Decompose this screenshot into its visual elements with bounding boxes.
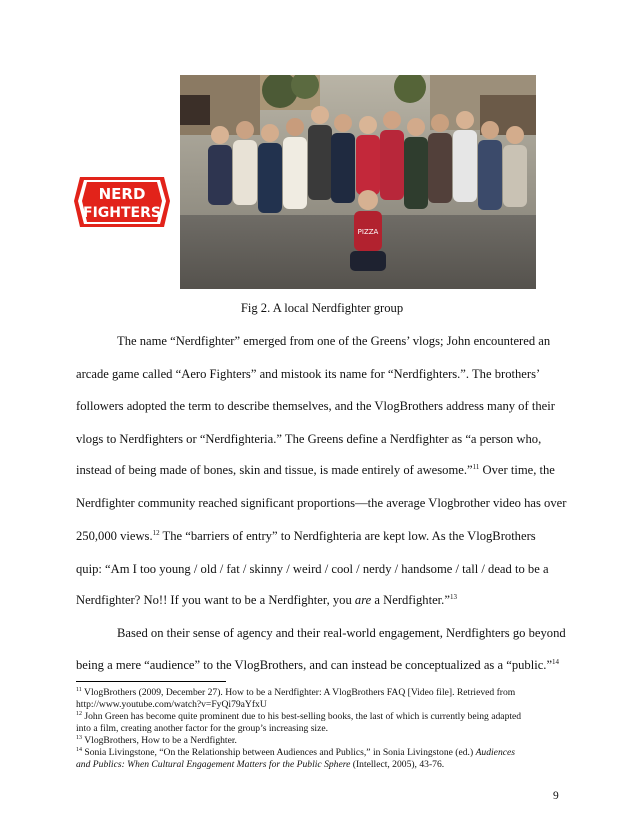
nerdfighters-logo [72, 175, 172, 229]
footnote-11: $^{11}$ VlogBrothers (2009, December 27). How to be a Nerdfighter: A VlogBrothers FAQ [Video file]. Retrieved from [76, 687, 516, 698]
page-number: 9 [553, 790, 559, 802]
logo-line-2: FIGHTERS [83, 205, 161, 221]
footnote-ref[interactable]: 11 [472, 463, 480, 471]
paragraph-line: Nerdfighter? No!! If you want to be a Nerdfighter, you are a Nerdfighter.”$^{13}$ [76, 593, 457, 607]
shirt-text: PIZZA [357, 228, 379, 236]
paragraph-line: vlogs to Nerdfighters or “Nerdfighteria.” The Greens define a Nerdfighter as “a person who, [76, 432, 542, 446]
footnote-12-cont: into a film, creating another factor for the group’s increasing size. [76, 723, 329, 734]
footnote-12: $^{12}$ John Green has become quite prominent due to his best-selling books, the last of which is currently being adapted [76, 711, 522, 722]
paragraph-line: arcade game called “Aero Fighters” and mistook its name for “Nerdfighters.”. The brothers’ [76, 367, 541, 381]
paragraph-line: Based on their sense of agency and their real-world engagement, Nerdfighters go beyond [117, 626, 566, 640]
paragraph-line: Nerdfighter community reached significant proportions—the average Vlogbrother video has over [76, 496, 567, 510]
footnote-ref[interactable]: 13 [449, 593, 457, 601]
paragraph-line: followers adopted the term to describe themselves, and the VlogBrothers address many of their [76, 399, 555, 413]
paragraph-line: The name “Nerdfighter” emerged from one of the Greens’ vlogs; John encountered an [117, 334, 551, 348]
paragraph-line: being a mere “audience” to the VlogBrothers, and can instead be conceptualized as a “public.”$^{14}$ [76, 658, 560, 672]
footnote-ref[interactable]: 12 [152, 529, 160, 537]
footnote-11-cont[interactable]: http://www.youtube.com/watch?v=FyQi79aYfxU [76, 699, 267, 710]
figure-caption: Fig 2. A local Nerdfighter group [240, 301, 404, 315]
footnote-14: $^{14}$ Sonia Livingstone, “On the Relationship between Audiences and Publics,” in Sonia Livingstone (ed.) Audiences [76, 747, 515, 758]
paragraph-line: 250,000 views.$^{12}$ The “barriers of entry” to Nerdfighteria are kept low. As the VlogBrothers [76, 529, 536, 543]
footnote-divider [76, 681, 226, 682]
logo-line-1: NERD [98, 185, 146, 203]
footnote-14-cont: and Publics: When Cultural Engagement Matters for the Public Sphere (Intellect, 2005), 43-76. [76, 759, 445, 770]
footnote-13: $^{13}$ VlogBrothers, How to be a Nerdfighter. [76, 735, 237, 746]
paragraph-line: instead of being made of bones, skin and tissue, is made entirely of awesome.”$^{11}$ Over time, the [76, 463, 555, 477]
paragraph-line: quip: “Am I too young / old / fat / skinny / weird / cool / nerdy / handsome / tall / dead to be a [76, 562, 549, 576]
footnote-ref[interactable]: 14 [552, 658, 560, 666]
nerdfighter-group-photo [180, 75, 536, 289]
